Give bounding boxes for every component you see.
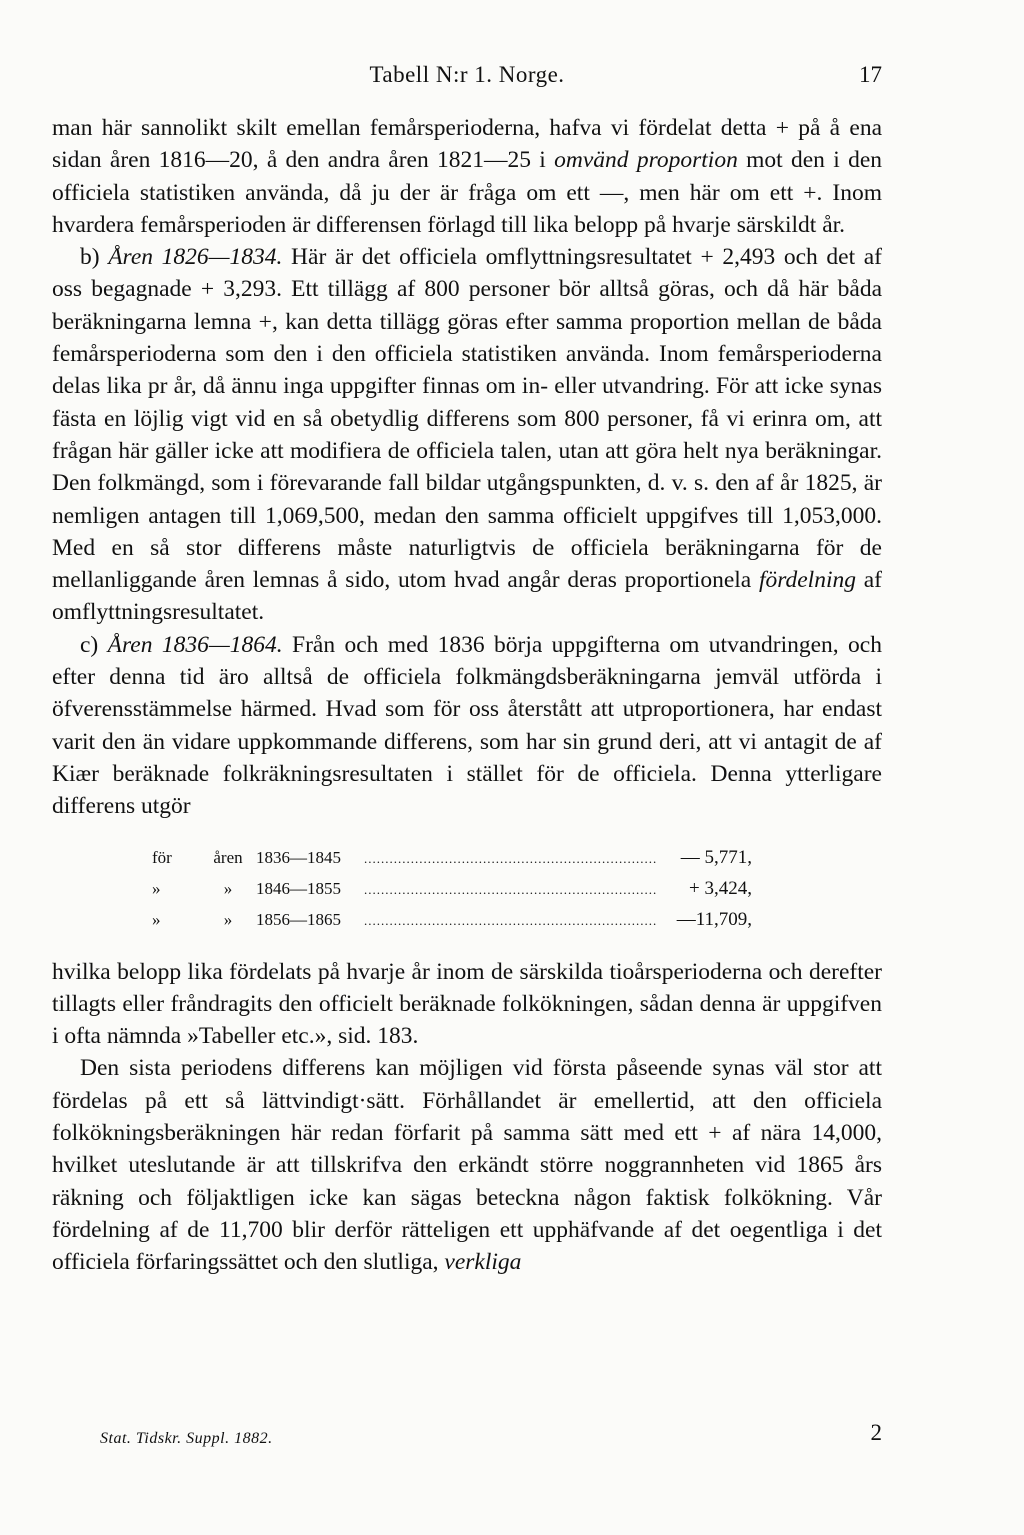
row-label: »	[152, 909, 161, 929]
row-label: »	[152, 878, 161, 898]
italic-text: Åren 1836—1864.	[107, 631, 283, 658]
paragraph	[52, 1052, 882, 1278]
paragraphs-before-table	[52, 112, 882, 823]
row-label: åren	[213, 847, 243, 867]
value-cell: — 5,771,	[680, 846, 752, 868]
dot-leader	[364, 906, 656, 936]
text-run: af omflyttningsresultatet.	[52, 567, 882, 626]
text-run: c)	[80, 631, 108, 658]
period-cell: 1856—1865	[256, 909, 341, 929]
page-footer	[52, 1420, 882, 1460]
value-cell: + 3,424,	[689, 877, 752, 899]
text-run: Från och med 1836 börja uppgifterna om utvandringen, och efter denna tid äro alltså de officiela folkmängdsberäkningarna jemväl utförda i öfverensstämmelse härmed. Hvad som för oss återstått att utproportionera, har endast varit den än vidare uppkommande differens, som har sin grund deri, att vi antagit de af Kiær beräknade folkräkningsresultaten i stället för de officiela. Denna ytterligare differens utgör	[52, 631, 882, 820]
difference-table	[152, 843, 752, 936]
period-cell: 1846—1855	[256, 878, 341, 898]
body-text	[52, 112, 882, 1279]
paragraphs-after-table	[52, 956, 882, 1279]
value-cell: —11,709,	[676, 908, 752, 930]
paragraph	[52, 629, 882, 823]
italic-text: fördelning	[758, 567, 856, 594]
sheet-number: 2	[870, 1420, 882, 1445]
row-label: »	[223, 909, 233, 929]
row-label: »	[223, 878, 233, 898]
table-row	[152, 905, 752, 936]
italic-text: verkliga	[444, 1249, 522, 1276]
period-cell: 1836—1845	[256, 847, 341, 867]
table-row	[152, 874, 752, 905]
paragraph	[52, 956, 882, 1053]
header-title: Tabell N:r 1. Norge.	[369, 62, 565, 87]
page-number: 17	[859, 62, 882, 87]
text-run: Här är det officiela omflyttningsresultatet + 2,493 och det af oss begagnade + 3,293. Ett tillägg af 800 personer bör alltså göras, och då här båda beräkningarna lemna +, kan detta tillägg göras efter samma proportion mellan de båda femårsperioderna som den i den officiela statistiken använda. Inom femårsperioderna delas lika pr år, då ännu inga uppgifter finnas om in- eller utvandring. För att icke synas fästa en löjlig vigt vid en så obetydlig differens som 800 personer, få vi erinra om, att frågan här gäller icke att modifiera de officiela talen, utan att göra helt nya beräkningar. Den folkmängd, som i förevarande fall bildar utgångspunkten, d. v. s. den af år 1825, är nemligen antagen till 1,069,500, medan den samma officielt uppgifves till 1,053,000. Med en så stor differens måste naturligtvis de officiela beräkningarna för de mellanliggande åren lemnas å sido, utom hvad angår deras proportionela	[52, 244, 882, 594]
text-run: hvilka belopp lika fördelats på hvarje år inom de särskilda tioårsperioderna och derefter tillagts eller fråndragits den officielt beräknade folkökningen, sådan denna är uppgifven i ofta nämnda »Tabeller etc.», sid. 183.	[52, 958, 882, 1050]
italic-text: omvänd proportion	[554, 147, 738, 174]
text-run: man här sannolikt skilt emellan femårsperioderna, hafva vi fördelat detta + på å ena sidan åren 1816—20, å den andra åren 1821—25 i	[52, 115, 882, 174]
signature-line: Stat. Tidskr. Suppl. 1882.	[100, 1430, 273, 1447]
text-run: mot den i den officiela statistiken använda, då ju der är fråga om ett —, men här om ett +. Inom hvardera femårsperioden är differensen förlagd till lika belopp på hvarje särskildt år.	[52, 147, 882, 238]
dot-leader	[364, 875, 656, 905]
text-run: Den sista periodens differens kan möjligen vid första påseende synas väl stor att fördelas på ett så lättvindigt·sätt. Förhållandet är emellertid, att den officiela folkökningsberäkningen här redan förfarit på samma sätt med ett + af nära 14,000, hvilket uteslutande är att tillskrifva den erkändt större noggrannheten vid 1865 års räkning och följaktligen icke kan sägas beteckna någon faktisk folkökning. Vår fördelning af de 11,700 blir derför rätteligen ett upphäfvande af det oegentliga i det officiela förfaringssättet och den slutliga,	[52, 1055, 882, 1276]
running-header	[52, 62, 882, 92]
paragraph	[52, 112, 882, 241]
text-run: b)	[80, 244, 109, 271]
row-label: för	[152, 847, 172, 867]
table-row	[152, 843, 752, 874]
italic-text: Åren 1826—1834.	[108, 244, 283, 271]
paragraph	[52, 241, 882, 629]
dot-leader	[364, 844, 656, 874]
